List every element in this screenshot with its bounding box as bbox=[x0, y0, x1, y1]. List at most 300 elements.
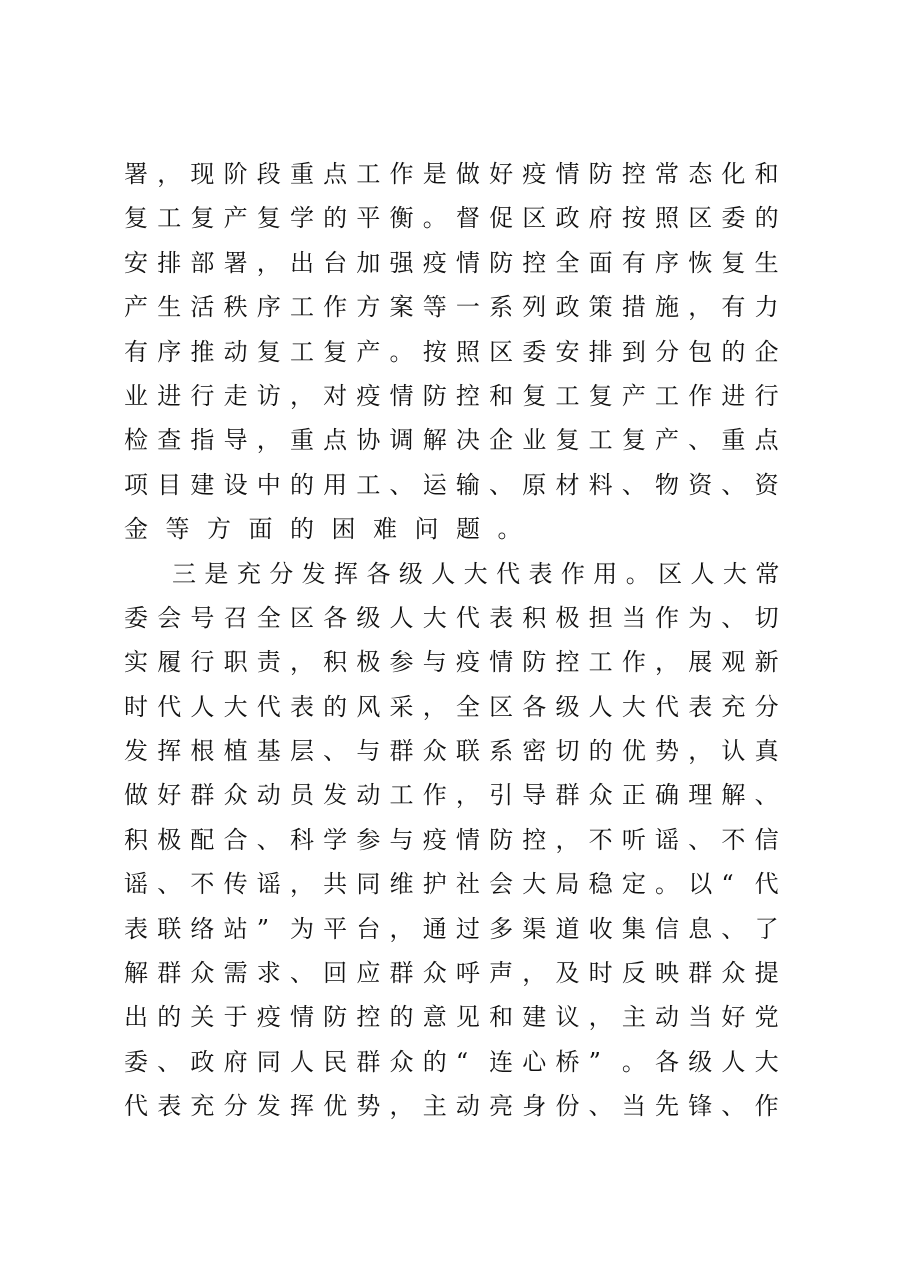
text-line bbox=[124, 463, 788, 507]
glyph: 分 bbox=[223, 1092, 248, 1121]
glyph: 阶 bbox=[223, 160, 248, 188]
glyph: 等 bbox=[165, 515, 190, 544]
glyph: 声 bbox=[489, 959, 514, 988]
glyph: 桥 bbox=[555, 1047, 580, 1076]
glyph: 点 bbox=[754, 426, 779, 455]
glyph: 全 bbox=[555, 248, 580, 277]
glyph: 代 bbox=[157, 692, 182, 721]
glyph: 势 bbox=[655, 737, 679, 766]
glyph: 众 bbox=[422, 959, 447, 988]
glyph: 当 bbox=[621, 1092, 646, 1121]
glyph: 社 bbox=[455, 870, 480, 899]
glyph: 企 bbox=[489, 426, 514, 455]
glyph: 参 bbox=[389, 648, 414, 677]
glyph: 运 bbox=[422, 470, 447, 499]
glyph: 做 bbox=[455, 160, 480, 188]
glyph: 动 bbox=[223, 337, 248, 366]
glyph: 复 bbox=[323, 337, 348, 366]
glyph: 号 bbox=[190, 603, 215, 632]
glyph: 解 bbox=[721, 781, 746, 810]
glyph: 企 bbox=[754, 337, 779, 366]
glyph: 区 bbox=[289, 603, 314, 632]
glyph: 时 bbox=[588, 959, 613, 988]
glyph: 级 bbox=[688, 1047, 713, 1076]
text-line bbox=[124, 152, 788, 196]
text-line bbox=[124, 330, 788, 374]
glyph: 积 bbox=[124, 825, 148, 854]
glyph: 密 bbox=[522, 737, 547, 766]
glyph: 是 bbox=[204, 559, 229, 588]
glyph: 和 bbox=[489, 1003, 514, 1032]
glyph: 物 bbox=[655, 470, 679, 499]
glyph: 等 bbox=[422, 293, 447, 322]
glyph: 为 bbox=[289, 914, 314, 943]
glyph: “ bbox=[721, 870, 734, 899]
paragraph-2 bbox=[124, 552, 788, 1129]
glyph: 疫 bbox=[422, 248, 447, 277]
glyph: 应 bbox=[356, 959, 381, 988]
glyph: 采 bbox=[389, 692, 414, 721]
glyph: 各 bbox=[366, 559, 391, 588]
glyph: 点 bbox=[323, 426, 348, 455]
glyph: 、 bbox=[721, 914, 746, 943]
glyph: 关 bbox=[190, 1003, 215, 1032]
glyph: 工 bbox=[555, 381, 580, 410]
glyph: 疫 bbox=[256, 1003, 281, 1032]
glyph: 调 bbox=[389, 426, 414, 455]
glyph: 。 bbox=[422, 204, 447, 233]
glyph: 三 bbox=[172, 559, 196, 588]
glyph: 极 bbox=[555, 603, 580, 632]
glyph: 解 bbox=[422, 426, 447, 455]
glyph: 委 bbox=[721, 204, 746, 233]
glyph: 众 bbox=[190, 959, 215, 988]
text-line bbox=[124, 773, 788, 817]
glyph: 引 bbox=[489, 781, 514, 810]
glyph: 大 bbox=[754, 1047, 779, 1076]
glyph: 行 bbox=[190, 648, 215, 677]
glyph: 一 bbox=[455, 293, 480, 322]
glyph: 同 bbox=[256, 1047, 281, 1076]
glyph: 控 bbox=[455, 381, 480, 410]
glyph: ， bbox=[688, 737, 713, 766]
glyph: 台 bbox=[323, 248, 348, 277]
glyph: 、 bbox=[688, 426, 713, 455]
glyph: 切 bbox=[555, 737, 580, 766]
glyph: 和 bbox=[489, 381, 514, 410]
glyph: 挥 bbox=[334, 559, 359, 588]
glyph: 导 bbox=[522, 781, 547, 810]
glyph: 为 bbox=[688, 603, 713, 632]
glyph: 发 bbox=[124, 737, 148, 766]
glyph: 衡 bbox=[389, 204, 414, 233]
glyph: 照 bbox=[655, 204, 679, 233]
glyph: 充 bbox=[190, 1092, 215, 1121]
glyph: 大 bbox=[463, 559, 488, 588]
glyph: 充 bbox=[721, 692, 746, 721]
glyph: 按 bbox=[422, 337, 447, 366]
glyph: 复 bbox=[256, 337, 281, 366]
text-line bbox=[124, 552, 788, 596]
glyph: 确 bbox=[655, 781, 679, 810]
glyph: 、 bbox=[489, 470, 514, 499]
glyph: 稳 bbox=[588, 870, 613, 899]
glyph: 复 bbox=[256, 204, 281, 233]
glyph: 建 bbox=[522, 1003, 547, 1032]
glyph: 产 bbox=[223, 204, 248, 233]
glyph: 主 bbox=[422, 1092, 447, 1121]
glyph: 级 bbox=[398, 559, 423, 588]
glyph: 动 bbox=[256, 781, 281, 810]
glyph: 控 bbox=[621, 160, 646, 188]
glyph: 不 bbox=[190, 870, 215, 899]
glyph: 生 bbox=[754, 248, 779, 277]
glyph: 党 bbox=[754, 1003, 779, 1032]
glyph: 作 bbox=[754, 1092, 779, 1121]
glyph: 检 bbox=[124, 426, 148, 455]
glyph: 系 bbox=[489, 737, 514, 766]
glyph: 控 bbox=[356, 1003, 381, 1032]
glyph: 施 bbox=[655, 293, 679, 322]
glyph: 重 bbox=[289, 426, 314, 455]
glyph: 力 bbox=[754, 293, 779, 322]
glyph: 配 bbox=[190, 825, 215, 854]
glyph: 好 bbox=[157, 781, 182, 810]
glyph: 充 bbox=[236, 559, 261, 588]
glyph: 材 bbox=[555, 470, 580, 499]
text-line bbox=[124, 907, 788, 951]
glyph: 常 bbox=[755, 559, 780, 588]
glyph: 全 bbox=[256, 603, 281, 632]
glyph: 分 bbox=[655, 337, 679, 366]
glyph: 与 bbox=[356, 737, 381, 766]
glyph: 先 bbox=[655, 1092, 679, 1121]
glyph: 导 bbox=[223, 426, 248, 455]
glyph: 科 bbox=[289, 825, 314, 854]
glyph: 委 bbox=[124, 1047, 148, 1076]
glyph: 作 bbox=[655, 603, 679, 632]
glyph: 强 bbox=[389, 248, 414, 277]
glyph: 措 bbox=[621, 293, 646, 322]
glyph: 行 bbox=[754, 381, 779, 410]
glyph: 活 bbox=[190, 293, 215, 322]
glyph: 防 bbox=[422, 381, 447, 410]
glyph: 的 bbox=[157, 1003, 182, 1032]
glyph: 人 bbox=[289, 1047, 314, 1076]
glyph: 料 bbox=[588, 470, 613, 499]
glyph: 防 bbox=[323, 1003, 348, 1032]
glyph: 照 bbox=[455, 337, 480, 366]
glyph: 动 bbox=[356, 781, 381, 810]
glyph: 定 bbox=[621, 870, 646, 899]
glyph: 全 bbox=[455, 692, 480, 721]
glyph: 、 bbox=[157, 1047, 182, 1076]
text-line bbox=[124, 1040, 788, 1084]
text-line bbox=[124, 685, 788, 729]
glyph: 群 bbox=[555, 781, 580, 810]
glyph: 产 bbox=[621, 381, 646, 410]
glyph: 列 bbox=[522, 293, 547, 322]
glyph: 署 bbox=[124, 160, 148, 188]
glyph: 各 bbox=[655, 1047, 679, 1076]
glyph: 区 bbox=[688, 204, 713, 233]
glyph: 认 bbox=[721, 737, 746, 766]
glyph: 策 bbox=[588, 293, 613, 322]
glyph: 复 bbox=[124, 204, 148, 233]
glyph: 息 bbox=[688, 914, 713, 943]
glyph: 实 bbox=[124, 648, 148, 677]
glyph: 防 bbox=[489, 248, 514, 277]
glyph: 段 bbox=[256, 160, 281, 188]
glyph: 人 bbox=[721, 1047, 746, 1076]
glyph: ， bbox=[289, 870, 314, 899]
glyph: 政 bbox=[190, 1047, 215, 1076]
glyph: 出 bbox=[289, 248, 314, 277]
glyph: 积 bbox=[323, 648, 348, 677]
glyph: 动 bbox=[655, 1003, 679, 1032]
glyph: 连 bbox=[489, 1047, 514, 1076]
glyph: 参 bbox=[356, 825, 381, 854]
glyph: 员 bbox=[289, 781, 314, 810]
glyph: 表 bbox=[688, 692, 713, 721]
glyph: 、 bbox=[721, 470, 746, 499]
glyph: 作 bbox=[422, 781, 447, 810]
text-line bbox=[124, 1084, 788, 1128]
glyph: 正 bbox=[621, 781, 646, 810]
glyph: 联 bbox=[157, 914, 182, 943]
text-line bbox=[124, 196, 788, 240]
glyph: ， bbox=[555, 825, 580, 854]
text-line bbox=[124, 640, 788, 684]
glyph: 项 bbox=[124, 470, 148, 499]
glyph: “ bbox=[455, 1047, 469, 1076]
glyph: 序 bbox=[655, 248, 679, 277]
glyph: 重 bbox=[721, 426, 746, 455]
glyph: 资 bbox=[688, 470, 713, 499]
glyph: ” bbox=[256, 914, 270, 943]
glyph: 序 bbox=[256, 293, 281, 322]
glyph: 对 bbox=[323, 381, 348, 410]
text-line bbox=[124, 507, 788, 551]
glyph: 目 bbox=[157, 470, 182, 499]
glyph: 切 bbox=[754, 603, 779, 632]
glyph: 督 bbox=[455, 204, 480, 233]
glyph: 分 bbox=[269, 559, 294, 588]
glyph: 的 bbox=[721, 337, 746, 366]
glyph: 点 bbox=[323, 160, 348, 188]
glyph: 的 bbox=[323, 692, 348, 721]
glyph: 用 bbox=[593, 559, 618, 588]
glyph: 有 bbox=[621, 248, 646, 277]
glyph: 身 bbox=[522, 1092, 547, 1121]
glyph: 情 bbox=[455, 248, 480, 277]
glyph: 表 bbox=[528, 559, 553, 588]
glyph: ， bbox=[256, 248, 281, 277]
glyph: 部 bbox=[190, 248, 215, 277]
glyph: 按 bbox=[621, 204, 646, 233]
glyph: 情 bbox=[455, 825, 480, 854]
glyph: 查 bbox=[157, 426, 182, 455]
glyph: 复 bbox=[588, 381, 613, 410]
glyph: 、 bbox=[754, 781, 779, 810]
glyph: 控 bbox=[522, 825, 547, 854]
glyph: 职 bbox=[223, 648, 248, 677]
glyph: 层 bbox=[289, 737, 314, 766]
glyph: 当 bbox=[621, 603, 646, 632]
glyph: 映 bbox=[655, 959, 679, 988]
glyph: 优 bbox=[621, 737, 646, 766]
glyph: 发 bbox=[323, 781, 348, 810]
glyph: 作 bbox=[560, 559, 585, 588]
glyph: 、 bbox=[289, 959, 314, 988]
glyph: 动 bbox=[455, 1092, 480, 1121]
glyph: 以 bbox=[688, 870, 713, 899]
glyph: 平 bbox=[356, 204, 381, 233]
glyph: 推 bbox=[190, 337, 215, 366]
glyph: 回 bbox=[323, 959, 348, 988]
glyph: 群 bbox=[157, 959, 182, 988]
glyph: 反 bbox=[621, 959, 646, 988]
glyph: 促 bbox=[489, 204, 514, 233]
glyph: 工 bbox=[356, 470, 381, 499]
glyph: 。 bbox=[625, 559, 650, 588]
glyph: 听 bbox=[621, 825, 646, 854]
glyph: 时 bbox=[124, 692, 148, 721]
glyph: 极 bbox=[356, 648, 381, 677]
glyph: 进 bbox=[157, 381, 182, 410]
glyph: 及 bbox=[555, 959, 580, 988]
glyph: 呼 bbox=[455, 959, 480, 988]
glyph: 区 bbox=[658, 559, 683, 588]
glyph: ， bbox=[389, 1092, 414, 1121]
glyph: 区 bbox=[522, 204, 547, 233]
glyph: 疫 bbox=[422, 825, 447, 854]
glyph: 不 bbox=[588, 825, 613, 854]
glyph: 集 bbox=[621, 914, 646, 943]
glyph: 大 bbox=[223, 692, 248, 721]
glyph: 基 bbox=[256, 737, 281, 766]
glyph: 的 bbox=[754, 204, 779, 233]
glyph: 防 bbox=[588, 160, 613, 188]
document-body bbox=[124, 152, 788, 1129]
glyph: 、 bbox=[588, 1092, 613, 1121]
text-line bbox=[124, 818, 788, 862]
glyph: 人 bbox=[690, 559, 715, 588]
glyph: 的 bbox=[323, 204, 348, 233]
glyph: 做 bbox=[124, 781, 148, 810]
glyph: 。 bbox=[389, 337, 414, 366]
glyph: ， bbox=[455, 781, 480, 810]
glyph: 与 bbox=[422, 648, 447, 677]
glyph: 工 bbox=[289, 293, 314, 322]
glyph: 题 bbox=[456, 515, 480, 544]
glyph: 问 bbox=[414, 515, 439, 544]
glyph: 需 bbox=[223, 959, 248, 988]
glyph: 委 bbox=[124, 603, 148, 632]
glyph: 维 bbox=[389, 870, 414, 899]
glyph: 访 bbox=[256, 381, 281, 410]
glyph: 的 bbox=[290, 515, 314, 544]
text-line bbox=[124, 374, 788, 418]
glyph: 代 bbox=[256, 692, 281, 721]
glyph: 挥 bbox=[157, 737, 182, 766]
glyph: 展 bbox=[688, 648, 713, 677]
glyph: 面 bbox=[248, 515, 273, 544]
glyph: 络 bbox=[190, 914, 215, 943]
glyph: 群 bbox=[190, 781, 215, 810]
glyph: 与 bbox=[389, 825, 414, 854]
glyph: 。 bbox=[655, 870, 679, 899]
glyph: 排 bbox=[588, 337, 613, 366]
glyph: 理 bbox=[688, 781, 713, 810]
glyph: 亮 bbox=[489, 1092, 514, 1121]
glyph: 输 bbox=[455, 470, 480, 499]
glyph: 发 bbox=[256, 1092, 281, 1121]
glyph: 、 bbox=[389, 470, 414, 499]
glyph: 担 bbox=[588, 603, 613, 632]
glyph: 工 bbox=[356, 160, 381, 188]
glyph: 作 bbox=[621, 648, 646, 677]
glyph: 排 bbox=[157, 248, 182, 277]
glyph: 代 bbox=[124, 1092, 148, 1121]
glyph: 作 bbox=[389, 160, 414, 188]
glyph: 信 bbox=[655, 914, 679, 943]
glyph: ， bbox=[655, 648, 679, 677]
glyph: 资 bbox=[754, 470, 779, 499]
glyph: ” bbox=[588, 1047, 601, 1076]
glyph: 、 bbox=[256, 825, 281, 854]
glyph: 真 bbox=[754, 737, 779, 766]
glyph: 难 bbox=[373, 515, 397, 544]
glyph: 序 bbox=[157, 337, 182, 366]
glyph: 复 bbox=[555, 426, 580, 455]
glyph: 控 bbox=[522, 248, 547, 277]
glyph: 新 bbox=[754, 648, 779, 677]
glyph: 代 bbox=[496, 559, 521, 588]
glyph: 大 bbox=[621, 692, 646, 721]
glyph: 平 bbox=[323, 914, 348, 943]
glyph: 是 bbox=[422, 160, 447, 188]
glyph: 用 bbox=[323, 470, 348, 499]
glyph: 同 bbox=[356, 870, 381, 899]
glyph: 政 bbox=[555, 204, 580, 233]
glyph: 决 bbox=[455, 426, 480, 455]
glyph: 常 bbox=[655, 160, 679, 188]
glyph: 会 bbox=[489, 870, 514, 899]
glyph: 、 bbox=[721, 1092, 746, 1121]
glyph: 复 bbox=[522, 381, 547, 410]
glyph: 原 bbox=[522, 470, 547, 499]
glyph: 当 bbox=[688, 1003, 713, 1032]
glyph: ， bbox=[422, 692, 447, 721]
glyph: 好 bbox=[489, 160, 514, 188]
glyph: 工 bbox=[588, 426, 613, 455]
glyph: 建 bbox=[190, 470, 215, 499]
glyph: 渠 bbox=[522, 914, 547, 943]
glyph: 积 bbox=[522, 603, 547, 632]
glyph: 生 bbox=[157, 293, 182, 322]
glyph: 情 bbox=[389, 381, 414, 410]
glyph: 履 bbox=[157, 648, 182, 677]
text-line bbox=[124, 995, 788, 1039]
glyph: 观 bbox=[721, 648, 746, 677]
glyph: 群 bbox=[356, 1047, 381, 1076]
glyph: 众 bbox=[588, 781, 613, 810]
glyph: 产 bbox=[655, 426, 679, 455]
text-line bbox=[124, 862, 788, 906]
glyph: 、 bbox=[621, 470, 646, 499]
glyph: 召 bbox=[223, 603, 248, 632]
